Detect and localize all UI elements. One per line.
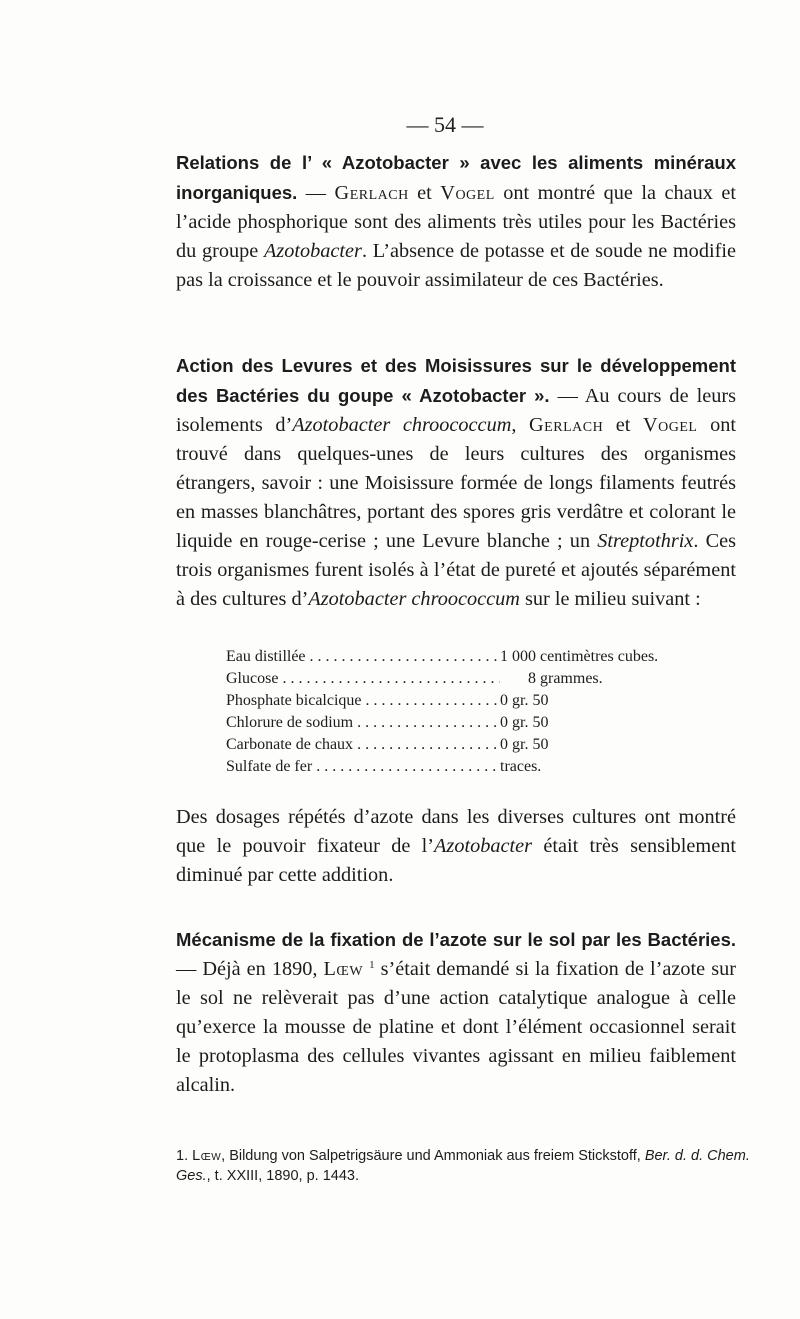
- footnote-reference: 1: [369, 959, 375, 971]
- author-name: Gerlach: [334, 182, 409, 204]
- medium-quantity: 0 gr. 50: [500, 714, 549, 731]
- medium-row: [226, 756, 706, 778]
- medium-ingredient: Eau distillée . . .: [226, 646, 500, 668]
- culture-medium-list: [226, 646, 706, 778]
- author-name: Lœw: [192, 1148, 222, 1164]
- genus-name: Streptothrix: [597, 530, 694, 552]
- medium-ingredient: Phosphate bicalcique . . .: [226, 690, 500, 712]
- medium-quantity: traces.: [500, 758, 542, 775]
- medium-quantity: 0 gr. 50: [500, 736, 549, 753]
- author-name: Vogel: [440, 182, 495, 204]
- medium-row: [226, 668, 706, 690]
- medium-row: [226, 712, 706, 734]
- species-name: Azotobacter chroococcum: [308, 588, 520, 610]
- author-name: Gerlach: [529, 414, 604, 436]
- medium-quantity: 1 000 centimètres cubes.: [500, 648, 659, 665]
- medium-quantity: 8 grammes.: [528, 670, 603, 687]
- paragraph-mineral-nutrients: Relations de l’ « Azotobacter » avec les aliments minéraux inorganiques. — Gerlach et Vogel ont montré que la chaux et l’acide phosphorique sont des aliments très utiles pour les Bactéries du groupe Azotobacter. L’absence de potasse et de soude ne modifie pas la croissance et le pouvoir assimilateur de ces Bactéries.: [176, 152, 736, 291]
- section-heading-fixation-mechanism: Mécanisme de la fixation de l’azote sur le sol par les Bactéries.: [176, 929, 736, 950]
- paragraph-fixation-mechanism: Mécanisme de la fixation de l’azote sur le sol par les Bactéries. — Déjà en 1890, Lœw $^1$ s’était demandé si la fixation de l’azote sur le sol ne relèverait pas d’une action catalytique analogue à celle qu’exerce la mousse de platine et dont l’élément occasionnel serait le protoplasma des cellules vivantes agissant en milieu faiblement alcalin.: [176, 929, 736, 1096]
- page-number: — 54 —: [406, 112, 484, 137]
- medium-row: [226, 734, 706, 756]
- medium-row: [226, 646, 706, 668]
- species-name: Azotobacter chroococcum: [292, 414, 512, 436]
- genus-name: Azotobacter: [263, 240, 362, 262]
- footnote-number: 1.: [176, 1148, 189, 1164]
- author-name: Lœw: [323, 958, 364, 980]
- medium-ingredient: Sulfate de fer . . .: [226, 756, 500, 778]
- paragraph-yeasts-molds: Action des Levures et des Moisissures sur le développement des Bactéries du goupe « Azotobacter ». — Au cours de leurs isolements d’Azotobacter chroococcum, Gerlach et Vogel ont trouvé dans quelques-unes de leurs cultures des organismes étrangers, savoir : une Moisissure formée de longs filaments feutrés en masses blanchâtres, portant des spores gris verdâtre et colorant le liquide en rouge-cerise ; une Levure blanche ; un Streptothrix. Ces trois organismes furent isolés à l’état de pureté et ajoutés séparément à des cultures d’Azotobacter chroococcum sur le milieu suivant :: [176, 355, 737, 610]
- author-name: Vogel: [643, 414, 698, 436]
- section-heading-mineral-nutrients: Relations de l’ « Azotobacter » avec les aliments minéraux inorganiques.: [176, 152, 736, 203]
- medium-row: [226, 690, 706, 712]
- footnote: 1. Lœw, Bildung von Salpetrigsäure und Ammoniak aus freiem Stickstoff, Ber. d. d. Chem. Ges., t. XXIII, 1890, p. 1443.: [176, 1148, 750, 1184]
- genus-name: Azotobacter: [434, 835, 533, 857]
- medium-ingredient: Chlorure de sodium . . .: [226, 712, 500, 734]
- medium-ingredient: Glucose . . .: [226, 668, 500, 690]
- section-heading-yeasts-molds: Action des Levures et des Moisissures sur le développement des Bactéries du goupe « Azotobacter ».: [176, 355, 736, 406]
- journal-name: Ber. d. d. Chem. Ges.: [176, 1148, 750, 1184]
- paragraph-nitrogen-dosage: Des dosages répétés d’azote dans les diverses cultures ont montré que le pouvoir fixateur de l’Azotobacter était très sensiblement diminué par cette addition.: [176, 806, 736, 886]
- medium-quantity: 0 gr. 50: [500, 692, 549, 709]
- medium-ingredient: Carbonate de chaux . . .: [226, 734, 500, 756]
